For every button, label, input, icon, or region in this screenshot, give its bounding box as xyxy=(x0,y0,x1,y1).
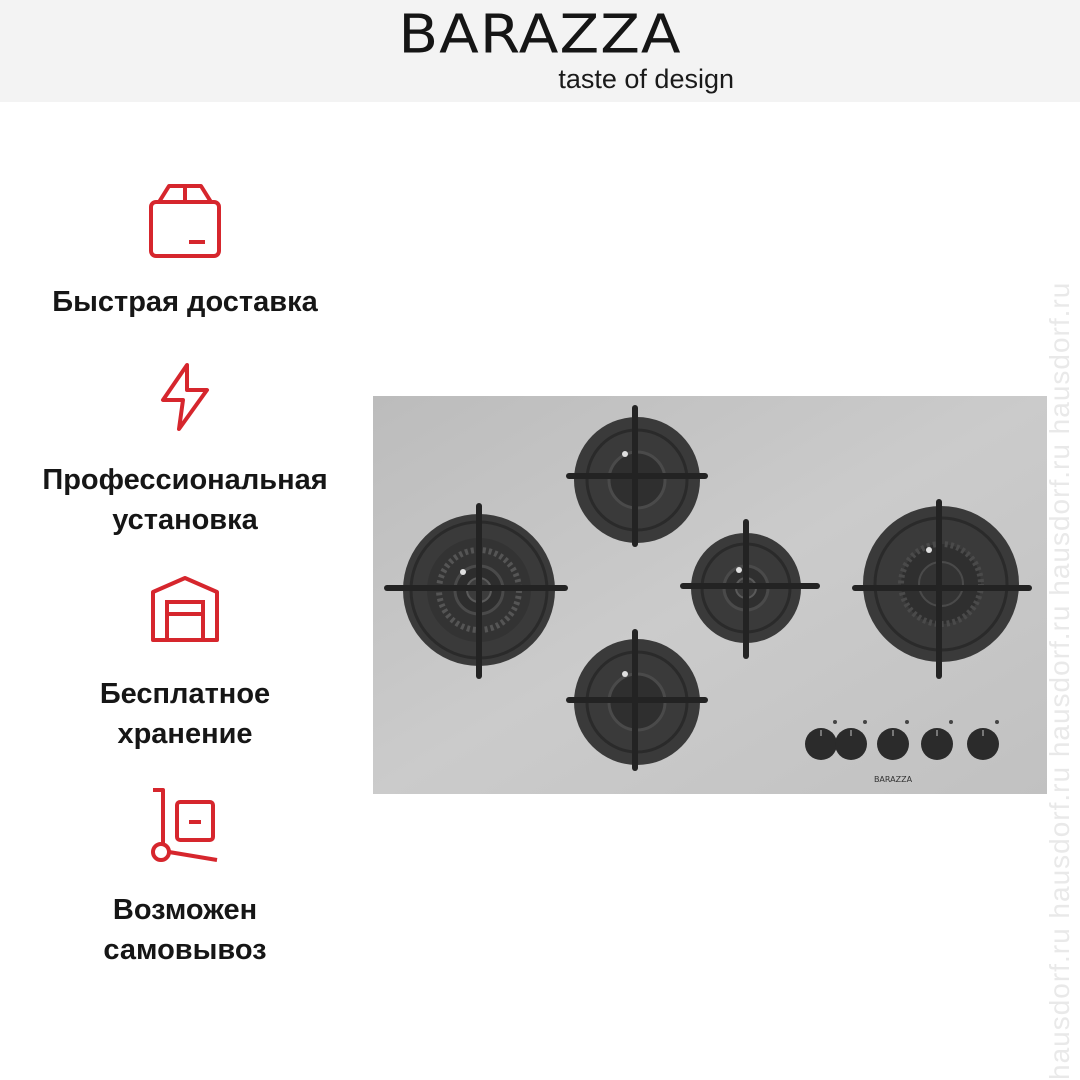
hob-plate-brand: BARAZZA xyxy=(873,775,913,784)
box-icon xyxy=(145,180,225,260)
brand-tagline: taste of design xyxy=(558,64,734,94)
feature-label-line2: самовывоз xyxy=(103,934,267,966)
feature-label-line2: установка xyxy=(112,504,258,536)
feature-label-line1: Профессиональная xyxy=(42,464,328,496)
feature-storage xyxy=(0,574,370,754)
feature-label-line1: Бесплатное xyxy=(99,678,271,710)
brand-logo[interactable]: BARAZZA xyxy=(398,2,682,66)
watermark xyxy=(1040,0,1080,1080)
watermark-text: hausdorf.ru hausdorf.ru hausdorf.ru hausdorf.ru hausdorf.ru xyxy=(1044,281,1075,1080)
product-image-gas-hob[interactable] xyxy=(373,396,1047,794)
feature-pickup xyxy=(0,786,370,970)
feature-fast-delivery xyxy=(0,180,370,322)
feature-label: Быстрая доставка xyxy=(52,286,318,318)
warehouse-icon xyxy=(147,574,223,644)
lightning-icon xyxy=(157,362,213,432)
header-bar xyxy=(0,0,1080,102)
feature-label-line2: хранение xyxy=(117,718,253,750)
hand-truck-icon xyxy=(145,786,225,866)
feature-label-line1: Возможен xyxy=(112,894,258,926)
feature-installation xyxy=(0,362,370,540)
